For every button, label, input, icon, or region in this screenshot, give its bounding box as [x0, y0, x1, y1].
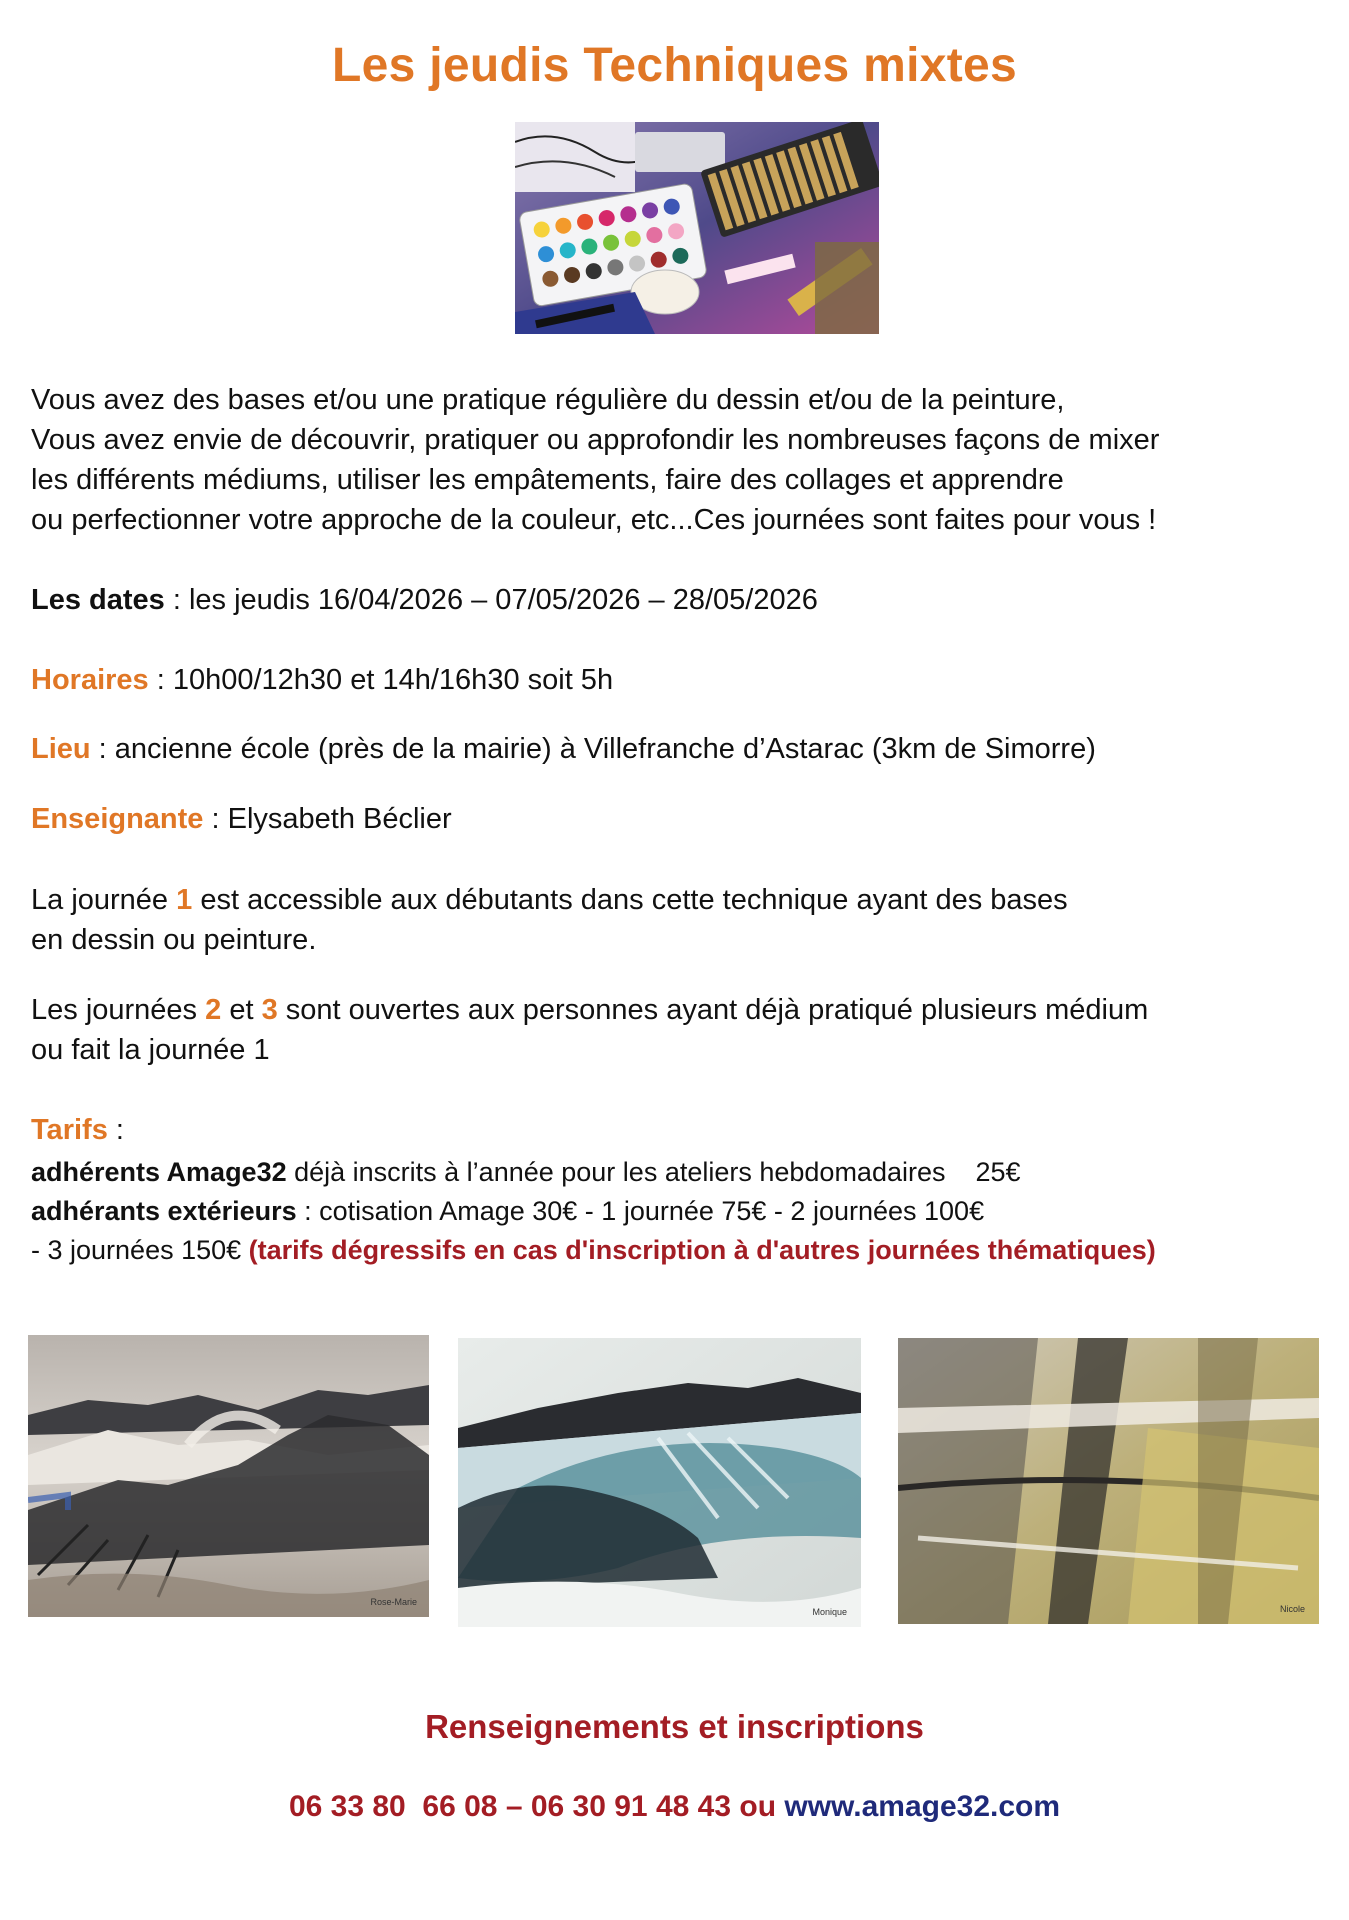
tarif-adherents-line	[31, 1153, 1156, 1192]
lieu-label: Lieu	[31, 733, 91, 765]
painting-caption: Rose-Marie	[370, 1597, 417, 1607]
tarif-adherents-text: déjà inscrits à l’année pour les ateliers hebdomadaires 25€	[286, 1157, 1021, 1187]
painting-monique-image	[458, 1338, 861, 1627]
painting-caption: Monique	[812, 1607, 847, 1617]
journees-post: sont ouvertes aux personnes ayant déjà pratiqué plusieurs médium	[277, 994, 1149, 1026]
painting-nicole	[898, 1338, 1319, 1624]
tarifs-degressifs-note: (tarifs dégressifs en cas d'inscription à d'autres journées thématiques)	[248, 1235, 1156, 1265]
journees-2-3-line	[31, 990, 1148, 1030]
enseignante-separator: :	[203, 803, 228, 835]
journee-1-line2: en dessin ou peinture.	[31, 924, 317, 956]
dates-separator: :	[164, 584, 189, 616]
lieu-value: ancienne école (près de la mairie) à Villefranche d’Astarac (3km de Simorre)	[114, 733, 1096, 765]
intro-line: Vous avez envie de découvrir, pratiquer ou approfondir les nombreuses façons de mixer	[31, 424, 1160, 456]
tarifs-separator: :	[107, 1114, 124, 1146]
lieu-line	[31, 729, 1096, 769]
enseignante-label: Enseignante	[31, 803, 204, 835]
dates-line	[31, 580, 818, 620]
journee-2-number: 2	[205, 994, 222, 1026]
intro-paragraph	[31, 380, 1159, 540]
tarifs-heading	[31, 1110, 124, 1150]
painting-monique	[458, 1338, 861, 1627]
tarif-adherents-label: adhérents Amage32	[31, 1157, 287, 1187]
journees-pre: Les journées	[31, 994, 206, 1026]
page-title: Les jeudis Techniques mixtes	[331, 39, 1018, 92]
journee-1-post: est accessible aux débutants dans cette technique ayant des bases	[192, 884, 1068, 916]
tarif-exterieurs-text: : cotisation Amage 30€ - 1 journée 75€ - 2 journées 100€	[296, 1196, 985, 1226]
contact-line	[0, 1790, 1349, 1824]
intro-line: ou perfectionner votre approche de la couleur, etc...Ces journées sont faites pour vous !	[31, 504, 1157, 536]
art-supplies-illustration	[515, 122, 879, 334]
journees-mid: et	[221, 994, 262, 1026]
journee-3-number: 3	[261, 994, 278, 1026]
horaires-line	[31, 660, 613, 700]
journee-1-line	[31, 880, 1068, 920]
horaires-label: Horaires	[31, 664, 149, 696]
journee-1-number: 1	[176, 884, 193, 916]
intro-line: les différents médiums, utiliser les empâtements, faire des collages et apprendre	[31, 464, 1064, 496]
intro-line: Vous avez des bases et/ou une pratique régulière du dessin et/ou de la peinture,	[31, 384, 1065, 416]
journees-2-3-paragraph	[31, 990, 1148, 1070]
hero-art-supplies-image	[515, 122, 879, 334]
painting-nicole-image	[898, 1338, 1319, 1624]
tarif-exterieurs-label: adhérants extérieurs	[31, 1196, 297, 1226]
enseignante-line	[31, 799, 452, 839]
journee-1-pre: La journée	[31, 884, 177, 916]
phone-numbers: 06 33 80 66 08 – 06 30 91 48 43 ou	[288, 1790, 785, 1823]
tarifs-label: Tarifs	[31, 1114, 108, 1146]
tarifs-block	[31, 1153, 1156, 1270]
horaires-value: 10h00/12h30 et 14h/16h30 soit 5h	[172, 664, 614, 696]
enseignante-value: Elysabeth Béclier	[227, 803, 452, 835]
painting-rose-marie	[28, 1335, 429, 1617]
painting-rose-marie-image	[28, 1335, 429, 1617]
dates-value: les jeudis 16/04/2026 – 07/05/2026 – 28/05/2026	[188, 584, 818, 616]
journee-1-paragraph	[31, 880, 1068, 960]
dates-label: Les dates	[31, 584, 165, 616]
horaires-separator: :	[148, 664, 173, 696]
tarif-3-journees-line	[31, 1231, 1156, 1270]
tarif-3-journees-text: - 3 journées 150€	[31, 1235, 249, 1265]
lieu-separator: :	[90, 733, 115, 765]
info-registration-heading: Renseignements et inscriptions	[425, 1708, 924, 1745]
painting-caption: Nicole	[1279, 1604, 1305, 1614]
journees-2-3-line2: ou fait la journée 1	[31, 1034, 270, 1066]
website-link[interactable]: www.amage32.com	[784, 1790, 1061, 1823]
tarif-exterieurs-line	[31, 1192, 1156, 1231]
